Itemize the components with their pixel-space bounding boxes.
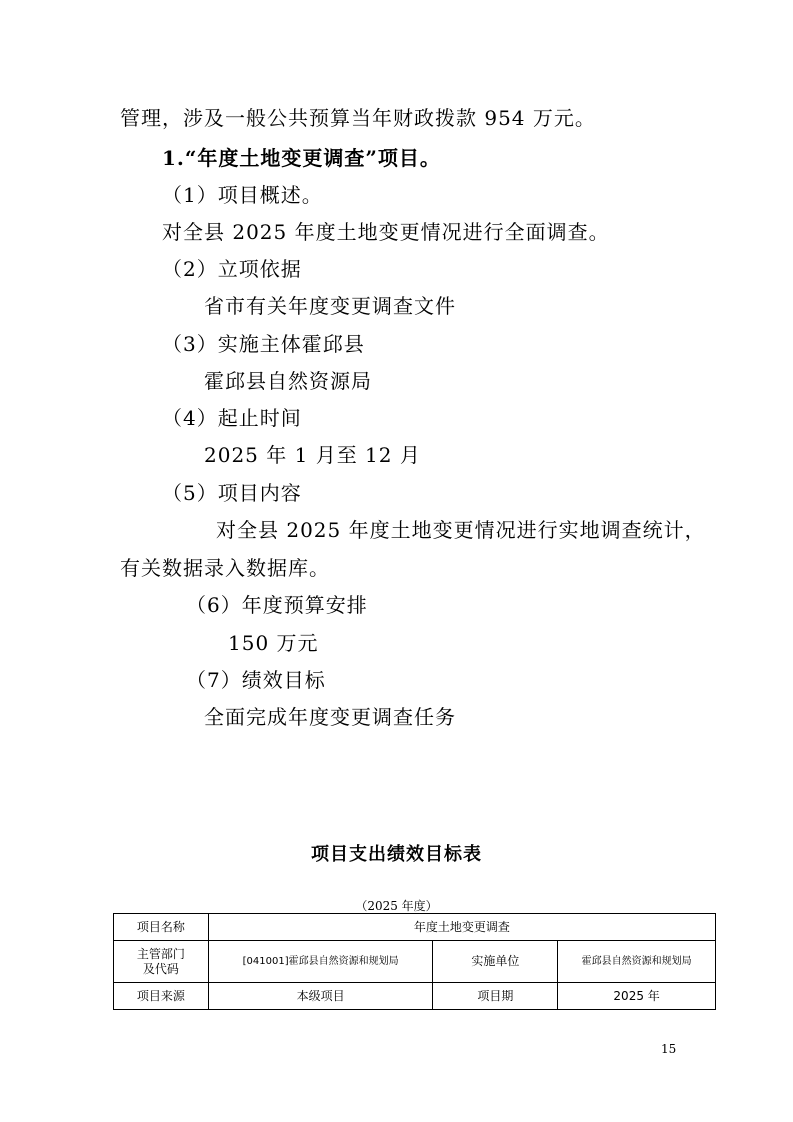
period-label: 项目期	[433, 983, 558, 1010]
table-title: 项目支出绩效目标表	[311, 844, 482, 865]
item-overview-text: 对全县 2025 年度土地变更情况进行全面调查。	[162, 220, 610, 244]
item-target-label: （7）绩效目标	[186, 668, 326, 692]
item-implementer-text: 霍邱县自然资源局	[204, 369, 372, 393]
performance-target-table	[113, 913, 716, 1010]
impl-label: 实施单位	[433, 941, 558, 983]
source-label: 项目来源	[114, 983, 209, 1010]
period-value: 2025 年	[558, 983, 716, 1010]
table-row	[114, 914, 716, 941]
dept-value: [041001]霍邱县自然资源和规划局	[208, 941, 433, 983]
page-number: 15	[661, 1042, 677, 1056]
item-content-text-1: 对全县 2025 年度土地变更情况进行实地调查统计，	[216, 518, 706, 542]
paragraph-budget: 管理，涉及一般公共预算当年财政拨款 954 万元。	[120, 106, 596, 130]
dept-label-line-1: 主管部门	[136, 946, 185, 961]
project-name-value: 年度土地变更调查	[208, 914, 715, 941]
item-budget-text: 150 万元	[228, 631, 319, 655]
table-row	[114, 941, 716, 983]
item-period-label: （4）起止时间	[162, 406, 302, 430]
item-period-text: 2025 年 1 月至 12 月	[204, 443, 421, 467]
item-overview-label: （1）项目概述。	[162, 183, 323, 207]
item-content-text-2: 有关数据录入数据库。	[120, 556, 330, 580]
item-content-label: （5）项目内容	[162, 481, 302, 505]
section-heading: 1.“年度土地变更调查”项目。	[162, 146, 441, 170]
item-implementer-label: （3）实施主体霍邱县	[162, 332, 365, 356]
item-basis-label: （2）立项依据	[162, 257, 302, 281]
source-value: 本级项目	[208, 983, 433, 1010]
project-name-label: 项目名称	[114, 914, 209, 941]
item-budget-label: （6）年度预算安排	[186, 593, 368, 617]
item-target-text: 全面完成年度变更调查任务	[204, 705, 456, 729]
impl-value: 霍邱县自然资源和规划局	[558, 941, 716, 983]
dept-label-cell	[114, 941, 209, 983]
dept-label-line-2: 及代码	[142, 961, 179, 976]
table-row	[114, 983, 716, 1010]
item-basis-text: 省市有关年度变更调查文件	[204, 294, 456, 318]
table-year: （2025 年度）	[355, 899, 438, 913]
